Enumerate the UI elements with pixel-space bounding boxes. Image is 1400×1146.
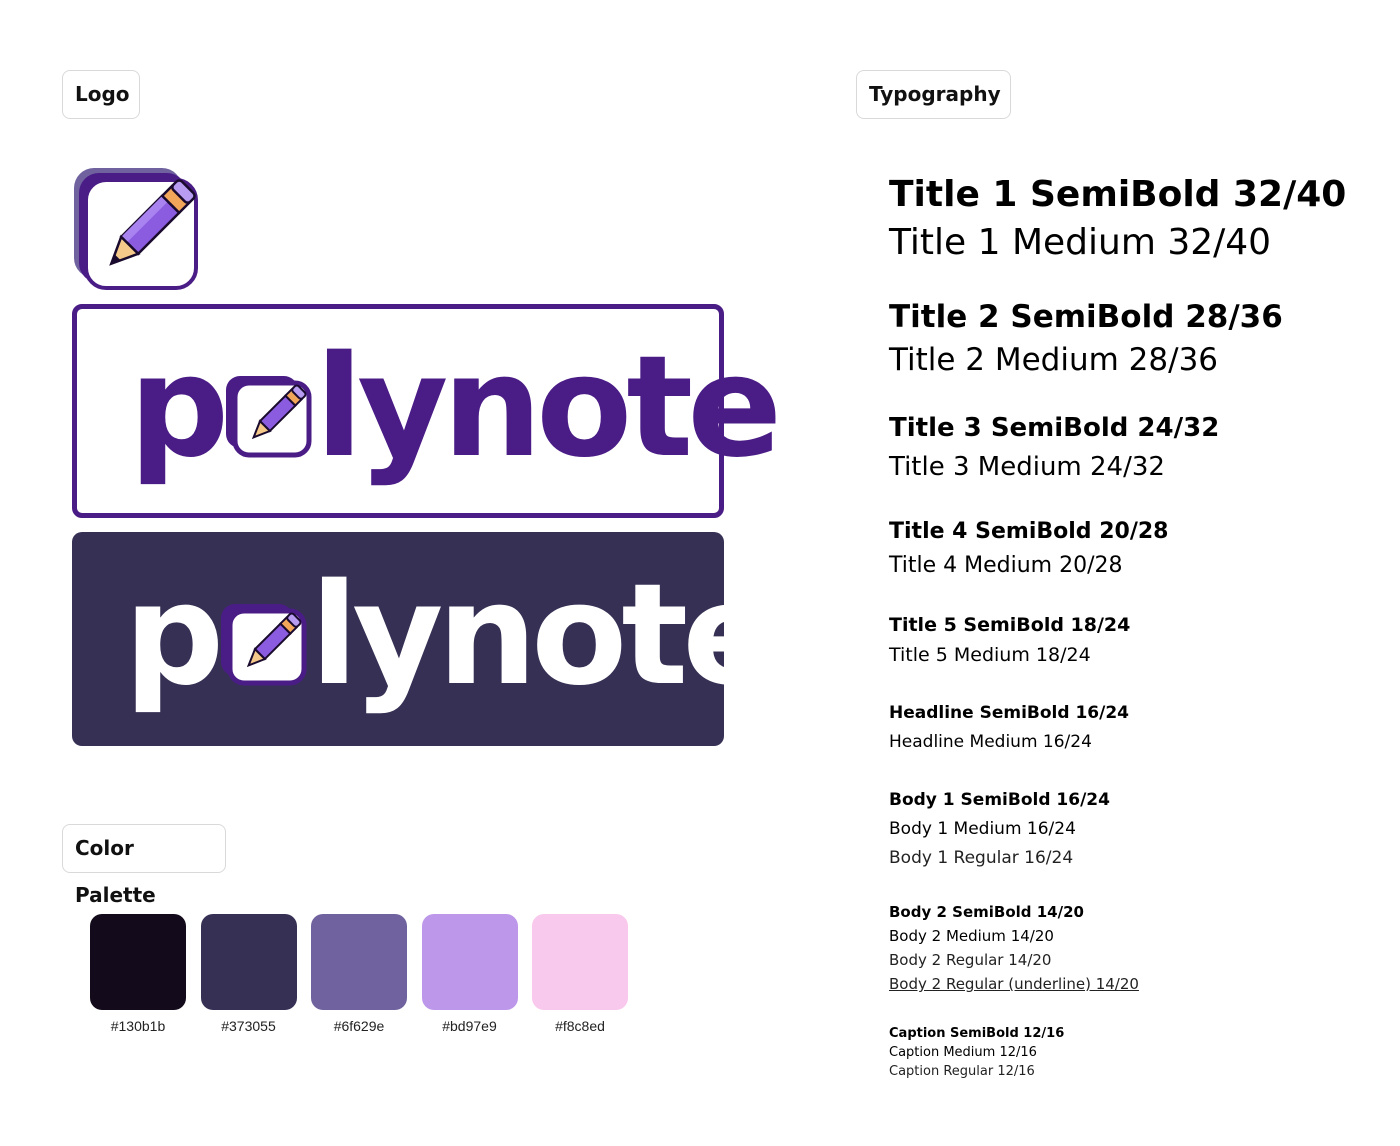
logo-section-label: Logo [62, 70, 140, 119]
wordmark-rest: lynote [315, 326, 777, 489]
color-swatch [201, 914, 297, 1010]
headline-semibold: Headline SemiBold 16/24 [889, 703, 1129, 723]
color-swatch-label: #bd97e9 [442, 1018, 497, 1034]
wordmark-light [129, 326, 777, 503]
color-swatch [90, 914, 186, 1010]
body2-regular: Body 2 Regular 14/20 [889, 951, 1052, 969]
body1-semibold: Body 1 SemiBold 16/24 [889, 790, 1110, 810]
color-swatch [422, 914, 518, 1010]
body1-regular: Body 1 Regular 16/24 [889, 848, 1074, 868]
wordmark-o-icon [220, 603, 308, 687]
color-swatch-label: #130b1b [110, 1018, 166, 1034]
color-swatch-label: #6f629e [333, 1018, 385, 1034]
title2-semibold: Title 2 SemiBold 28/36 [889, 299, 1283, 335]
title5-medium: Title 5 Medium 18/24 [889, 644, 1091, 666]
wordmark-p: p [129, 326, 224, 489]
caption-medium: Caption Medium 12/16 [889, 1045, 1037, 1060]
color-swatch-label: #373055 [221, 1018, 276, 1034]
color-swatch [532, 914, 628, 1010]
wordmark-rest: lynote [310, 554, 772, 717]
logo-light [72, 304, 777, 518]
color-swatch [311, 914, 407, 1010]
color-palette-section-label: Color Palette [62, 824, 226, 873]
wordmark-p: p [124, 554, 219, 717]
title3-semibold: Title 3 SemiBold 24/32 [889, 413, 1220, 443]
body2-medium: Body 2 Medium 14/20 [889, 927, 1054, 945]
app-icon [72, 166, 200, 292]
title2-medium: Title 2 Medium 28/36 [889, 342, 1219, 378]
body2-regular-underline: Body 2 Regular (underline) 14/20 [889, 975, 1139, 993]
logo-dark [72, 532, 772, 746]
caption-semibold: Caption SemiBold 12/16 [889, 1026, 1065, 1041]
wordmark-o-icon [225, 375, 313, 459]
title4-medium: Title 4 Medium 20/28 [889, 553, 1123, 578]
caption-regular: Caption Regular 12/16 [889, 1064, 1035, 1079]
title1-semibold: Title 1 SemiBold 32/40 [889, 174, 1347, 215]
title4-semibold: Title 4 SemiBold 20/28 [889, 519, 1169, 544]
title1-medium: Title 1 Medium 32/40 [889, 222, 1272, 263]
headline-medium: Headline Medium 16/24 [889, 732, 1092, 752]
body1-medium: Body 1 Medium 16/24 [889, 819, 1076, 839]
title3-medium: Title 3 Medium 24/32 [889, 452, 1165, 482]
title5-semibold: Title 5 SemiBold 18/24 [889, 614, 1131, 636]
typography-section-label: Typography [856, 70, 1011, 119]
body2-semibold: Body 2 SemiBold 14/20 [889, 903, 1084, 921]
wordmark-dark [124, 554, 772, 731]
color-swatch-label: #f8c8ed [555, 1018, 605, 1034]
